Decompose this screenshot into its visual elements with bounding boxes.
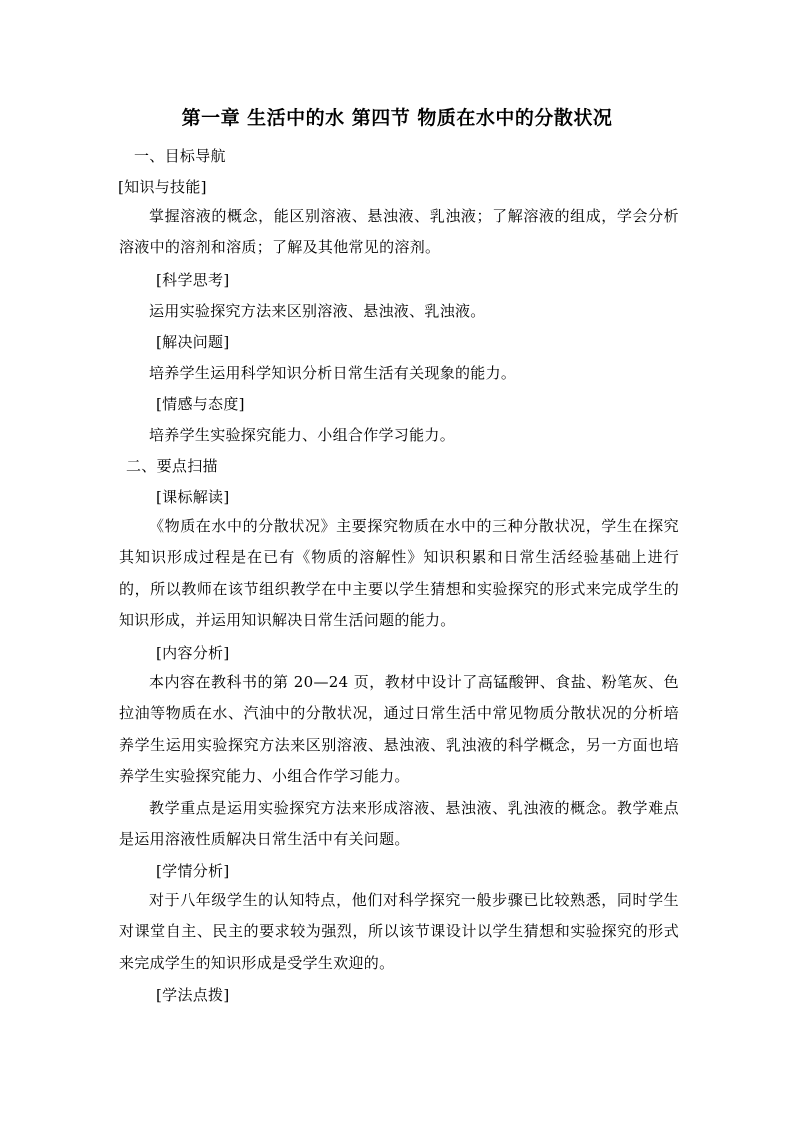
label-student-analysis: [学情分析] <box>156 862 230 880</box>
label-emotion-attitude: [情感与态度] <box>156 395 245 413</box>
paragraph-curriculum: 《物质在水中的分散状况》主要探究物质在水中的三种分散状况，学生在探究其知识形成过程是在已有《物质的溶解性》知识积累和日常生活经验基础上进行的，所以教师在该节组织教学在中主要以学生猜想和实验探究的形式来完成学生的知识形成，并运用知识解决日常生活问题的能力。 <box>119 517 679 629</box>
label-content-analysis: [内容分析] <box>156 644 230 662</box>
label-scientific-thinking: [科学思考] <box>156 271 230 289</box>
paragraph-content-analysis-2: 教学重点是运用实验探究方法来形成溶液、悬浊液、乳浊液的概念。教学难点是运用溶液性质解决日常生活中有关问题。 <box>119 799 679 849</box>
label-problem-solving: [解决问题] <box>156 333 230 351</box>
paragraph-content-analysis-1: 本内容在教科书的第 20—24 页，教材中设计了高锰酸钾、食盐、粉笔灰、色拉油等物质在水、汽油中的分散状况，通过日常生活中常见物质分散状况的分析培养学生运用实验探究方法来区别溶液、悬浊液、乳浊液的科学概念，另一方面也培养学生实验探究能力、小组合作学习能力。 <box>119 673 679 785</box>
label-knowledge-skills: [知识与技能] <box>118 178 207 196</box>
section-heading-key-points: 二、要点扫描 <box>126 457 218 475</box>
paragraph-emotion-attitude: 培养学生实验探究能力、小组合作学习能力。 <box>149 426 456 444</box>
section-heading-goals: 一、目标导航 <box>134 147 226 165</box>
paragraph-problem-solving: 培养学生运用科学知识分析日常生活有关现象的能力。 <box>149 364 517 382</box>
paragraph-knowledge-skills: 掌握溶液的概念，能区别溶液、悬浊液、乳浊液；了解溶液的组成，学会分析溶液中的溶剂和溶质；了解及其他常见的溶剂。 <box>119 207 679 257</box>
label-learning-method: [学法点拨] <box>156 986 230 1004</box>
paragraph-student-analysis: 对于八年级学生的认知特点，他们对科学探究一般步骤已比较熟悉，同时学生对课堂自主、民主的要求较为强烈，所以该节课设计以学生猜想和实验探究的形式来完成学生的知识形成是受学生欢迎的。 <box>119 891 679 972</box>
document-title: 第一章 生活中的水 第四节 物质在水中的分散状况 <box>181 107 613 129</box>
label-curriculum: [课标解读] <box>156 488 230 506</box>
paragraph-scientific-thinking: 运用实验探究方法来区别溶液、悬浊液、乳浊液。 <box>149 302 486 320</box>
